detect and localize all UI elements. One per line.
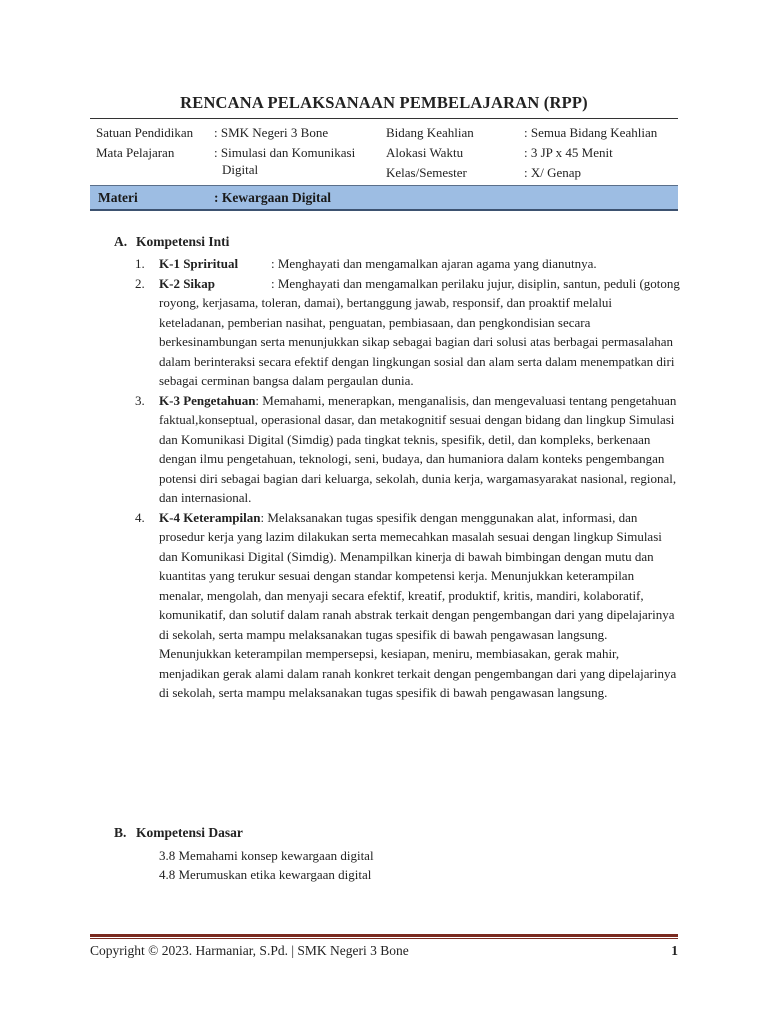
satuan-value: : SMK Negeri 3 Bone: [214, 125, 329, 140]
mapel-label: Mata Pelajaran: [96, 145, 175, 160]
section-a-heading: [114, 234, 229, 250]
materi-bar: [90, 185, 678, 211]
mapel-value-line2: Digital: [222, 162, 259, 177]
kd-item-4-8: 4.8 Merumuskan etika kewargaan digital: [159, 867, 372, 882]
item-heading: K-1 Spriritual: [159, 256, 239, 271]
item-text: Menghayati dan mengamalkan ajaran agama yang dianutnya.: [277, 256, 597, 271]
list-item-ki2: [135, 274, 680, 391]
section-a-letter: A.: [114, 234, 128, 249]
item-heading: K-2 Sikap: [159, 275, 215, 291]
item-separator: :: [271, 256, 278, 271]
footer-divider-thin: [90, 938, 678, 939]
section-b-heading: [114, 825, 243, 841]
bidang-label: Bidang Keahlian: [386, 125, 474, 140]
header-divider: [90, 118, 678, 119]
item-number: 4.: [135, 509, 145, 525]
kompetensi-inti-list: [135, 254, 680, 703]
kd-item-3-8: 3.8 Memahami konsep kewargaan digital: [159, 848, 374, 863]
item-text: Melaksanakan tugas spesifik dengan menggunakan alat, informasi, dan prosedur kerja yang lazim dilakukan serta memecahkan masalah sesuai dengan lingkup Simulasi dan Komunikasi Digital (Simdig). Menampilkan kinerja di bawah bimbingan dengan mutu dan kuantitas yang terukur sesuai dengan standar kompetensi kerja. Menunjukkan keterampilan menalar, mengolah, dan menyaji secara efektif, kreatif, produktif, kritis, mandiri, kolaboratif, komunikatif, dan solutif dalam ranah abstrak terkait dengan pengembangan dari yang dipelajarinya di sekolah, serta mampu melaksanakan tugas spesifik di bawah pengawasan langsung. Menunjukkan keterampilan mempersepsi, kesiapan, meniru, membiasakan, gerak mahir, menjadikan gerak alami dalam ranah konkret terkait dengan pengembangan dari yang dipelajarinya di sekolah, serta mampu melaksanakan tugas spesifik di bawah pengawasan langsung.: [159, 509, 677, 700]
footer-copyright: Copyright © 2023. Harmaniar, S.Pd. | SMK Negeri 3 Bone: [90, 943, 409, 958]
list-item-ki3: [135, 391, 680, 508]
item-separator: :: [255, 392, 263, 408]
alokasi-label: Alokasi Waktu: [386, 145, 464, 160]
kelas-label: Kelas/Semester: [386, 165, 467, 180]
item-number: 3.: [135, 392, 145, 408]
item-heading: K-4 Keterampilan: [159, 509, 261, 525]
section-b-title: Kompetensi Dasar: [136, 825, 243, 840]
alokasi-value: : 3 JP x 45 Menit: [524, 145, 613, 160]
kelas-value: : X/ Genap: [524, 165, 582, 180]
materi-value: : Kewargaan Digital: [214, 190, 331, 205]
item-heading: K-3 Pengetahuan: [159, 392, 256, 408]
item-text: Memahami, menerapkan, menganalisis, dan mengevaluasi tentang pengetahuan faktual,konseptual, operasional dasar, dan metakognitif sesuai dengan bidang dan lingkup Simulasi dan Komunikasi Digital (Simdig) pada tingkat teknis, spesifik, detil, dan kompleks, berkenaan dengan ilmu pengetahuan, teknologi, seni, budaya, dan humaniora dalam konteks pengembangan potensi diri sebagai bagian dari keluarga, sekolah, dunia kerja, wargamasyarakat nasional, regional, dan internasional.: [159, 392, 677, 505]
list-item-ki1: [135, 254, 680, 274]
bidang-value: : Semua Bidang Keahlian: [524, 125, 658, 140]
item-number: 1.: [135, 256, 145, 271]
section-b-letter: B.: [114, 825, 127, 840]
item-separator: :: [260, 509, 268, 525]
materi-label: Materi: [98, 190, 138, 205]
satuan-label: Satuan Pendidikan: [96, 125, 194, 140]
mapel-value-line1: : Simulasi dan Komunikasi: [214, 145, 356, 160]
list-item-ki4: [135, 508, 680, 703]
item-separator: :: [271, 275, 278, 291]
footer-divider-thick: [90, 934, 678, 937]
section-a-title: Kompetensi Inti: [136, 234, 230, 249]
item-text: Menghayati dan mengamalkan perilaku jujur, disiplin, santun, peduli (gotong royong, kerjasama, toleran, damai), bertanggung jawab, responsif, dan proaktif melalui keteladanan, pemberian nasihat, penguatan, pembiasaan, dan pengkondisian secara berkesinambungan serta menunjukkan sikap sebagai bagian dari solusi atas berbagai permasalahan dalam berinteraksi secara efektif dengan lingkungan sosial dan alam serta dalam menempatkan diri sebagai cerminan bangsa dalam pergaulan dunia.: [159, 275, 680, 388]
page-number: 1: [671, 943, 678, 958]
page-title: RENCANA PELAKSANAAN PEMBELAJARAN (RPP): [180, 93, 588, 112]
item-number: 2.: [135, 275, 145, 291]
